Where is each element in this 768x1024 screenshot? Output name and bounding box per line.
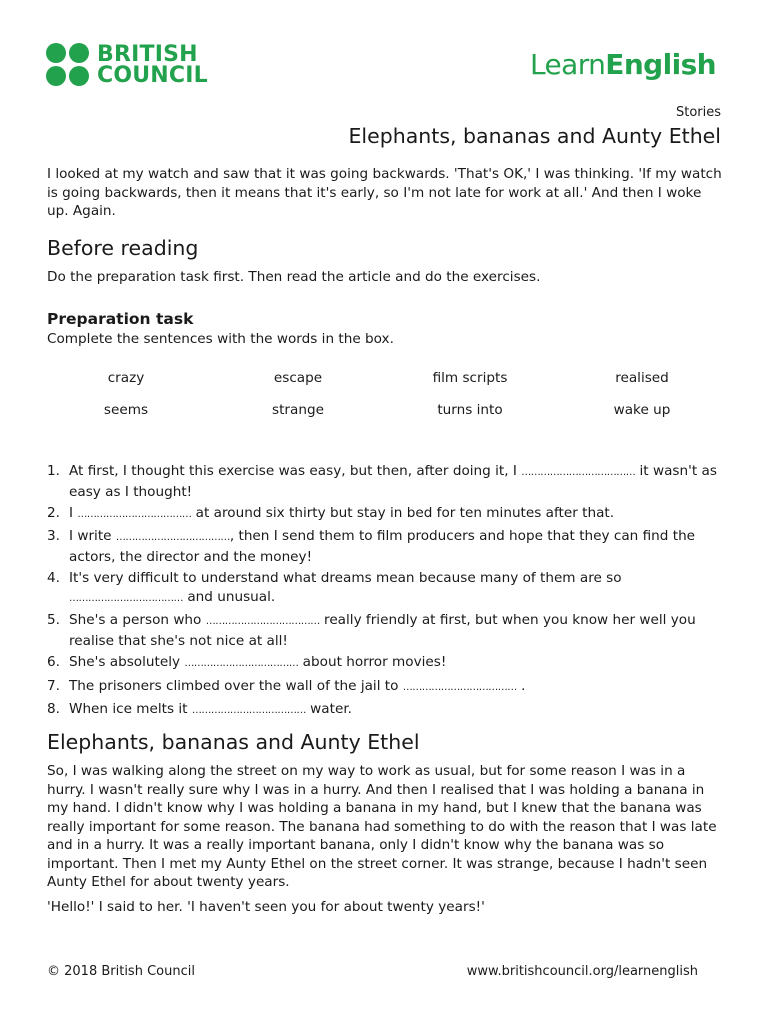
exercise-text-before: I — [69, 505, 74, 521]
answer-gap[interactable]: ……………………………… — [402, 681, 517, 693]
exercise-number: 2. — [47, 505, 60, 521]
exercise-text-after: about horror movies! — [302, 654, 447, 671]
exercise-text-before: The prisoners climbed over the wall of the jail to — [69, 677, 399, 694]
exercise-item — [47, 653, 727, 674]
footer-url[interactable]: www.britishcouncil.org/learnenglish — [466, 964, 698, 979]
exercise-number: 6. — [47, 654, 60, 671]
answer-gap[interactable]: ……………………………… — [184, 658, 299, 670]
exercise-number: 1. — [47, 463, 60, 479]
preparation-heading: Preparation task — [47, 310, 194, 328]
learn-logo-bold: English — [605, 48, 716, 81]
exercise-text-after: . — [521, 677, 526, 694]
exercise-text-before: She's a person who — [69, 612, 202, 629]
logo-line-1: BRITISH — [97, 41, 198, 67]
word-item: realised — [615, 370, 669, 386]
exercise-item — [47, 677, 727, 698]
page-title: Elephants, bananas and Aunty Ethel — [348, 124, 721, 148]
exercise-text-after: and unusual. — [187, 589, 276, 605]
exercise-text-before: I write — [69, 528, 112, 545]
exercise-text-before: When ice melts it — [69, 700, 188, 717]
exercise-item — [47, 462, 727, 501]
word-item: escape — [273, 370, 323, 386]
exercise-text-before: It's very difficult to understand what dreams mean because many of them are so — [69, 570, 622, 587]
answer-gap[interactable]: ……………………………… — [521, 467, 636, 478]
section-label: Stories — [675, 105, 721, 120]
exercise-number: 4. — [47, 570, 60, 587]
logo-dots-icon — [46, 43, 89, 86]
exercise-text-after: water. — [310, 700, 352, 717]
intro-paragraph: I looked at my watch and saw that it was going backwards. 'That's OK,' I was thinking. 'If my watch is going backwards, then it means that it's early, so I'm not late for work at all.' And then I woke up. Again. — [47, 166, 722, 219]
exercise-list — [47, 462, 727, 723]
word-item: strange — [272, 402, 324, 418]
logo-line-2: COUNCIL — [97, 62, 208, 88]
answer-gap[interactable]: ……………………………… — [77, 509, 192, 520]
answer-gap[interactable]: ……………………………… — [191, 704, 306, 716]
before-reading-heading: Before reading — [47, 236, 199, 260]
story-paragraph-1: So, I was walking along the street on my way to work as usual, but for some reason I was in a hurry. I wasn't really sure why I was in a hurry. And then I realised that I was holding a banana in my hand. I didn't know why I was holding a banana in my hand, but I knew that the banana was really important for some reason. The banana had something to do with the reason that I was late and in a hurry. It was a really important banana, only I didn't know why the banana was so important. Then I met my Aunty Ethel on the street corner. It was strange, because I hadn't seen Aunty Ethel for about twenty years. — [47, 763, 717, 890]
footer-copyright: © 2018 British Council — [47, 964, 195, 979]
word-item: wake up — [613, 402, 671, 418]
preparation-instruction: Complete the sentences with the words in the box. — [47, 331, 394, 347]
learnenglish-logo — [530, 48, 716, 81]
exercise-text-before: She's absolutely — [69, 654, 181, 671]
answer-gap[interactable]: ……………………………… — [205, 616, 320, 628]
exercise-item — [47, 569, 727, 608]
answer-gap[interactable]: ……………………………… — [115, 532, 230, 544]
word-box — [40, 369, 730, 420]
exercise-item — [47, 611, 727, 650]
story-heading: Elephants, bananas and Aunty Ethel — [47, 730, 420, 754]
exercise-text-after: , then I send them to film producers and hope that they can find the actors, the director and the money! — [69, 528, 696, 565]
exercise-number: 8. — [47, 700, 60, 717]
learn-logo-light: Learn — [530, 48, 606, 81]
exercise-text-after: at around six thirty but stay in bed for ten minutes after that. — [195, 505, 615, 521]
logo-wordmark — [97, 41, 208, 88]
answer-gap[interactable]: ……………………………… — [69, 593, 183, 604]
story-paragraph-2: 'Hello!' I said to her. 'I haven't seen you for about twenty years!' — [47, 899, 485, 915]
exercise-number: 7. — [47, 677, 60, 694]
before-reading-instruction: Do the preparation task first. Then read the article and do the exercises. — [47, 269, 541, 285]
exercise-item — [47, 700, 727, 721]
exercise-text-after: really friendly at first, but when you know her well you realise that she's not nice at all! — [69, 612, 696, 649]
word-item: crazy — [107, 370, 145, 386]
exercise-number: 5. — [47, 612, 60, 629]
exercise-number: 3. — [47, 528, 60, 545]
exercise-text-before: At first, I thought this exercise was easy, but then, after doing it, I — [69, 463, 517, 479]
word-item: seems — [103, 402, 149, 418]
exercise-text-after: it wasn't as easy as I thought! — [69, 463, 717, 500]
word-item: turns into — [437, 402, 503, 418]
british-council-logo — [46, 43, 208, 86]
word-item: film scripts — [432, 370, 508, 386]
exercise-item — [47, 527, 727, 566]
exercise-item — [47, 504, 727, 525]
